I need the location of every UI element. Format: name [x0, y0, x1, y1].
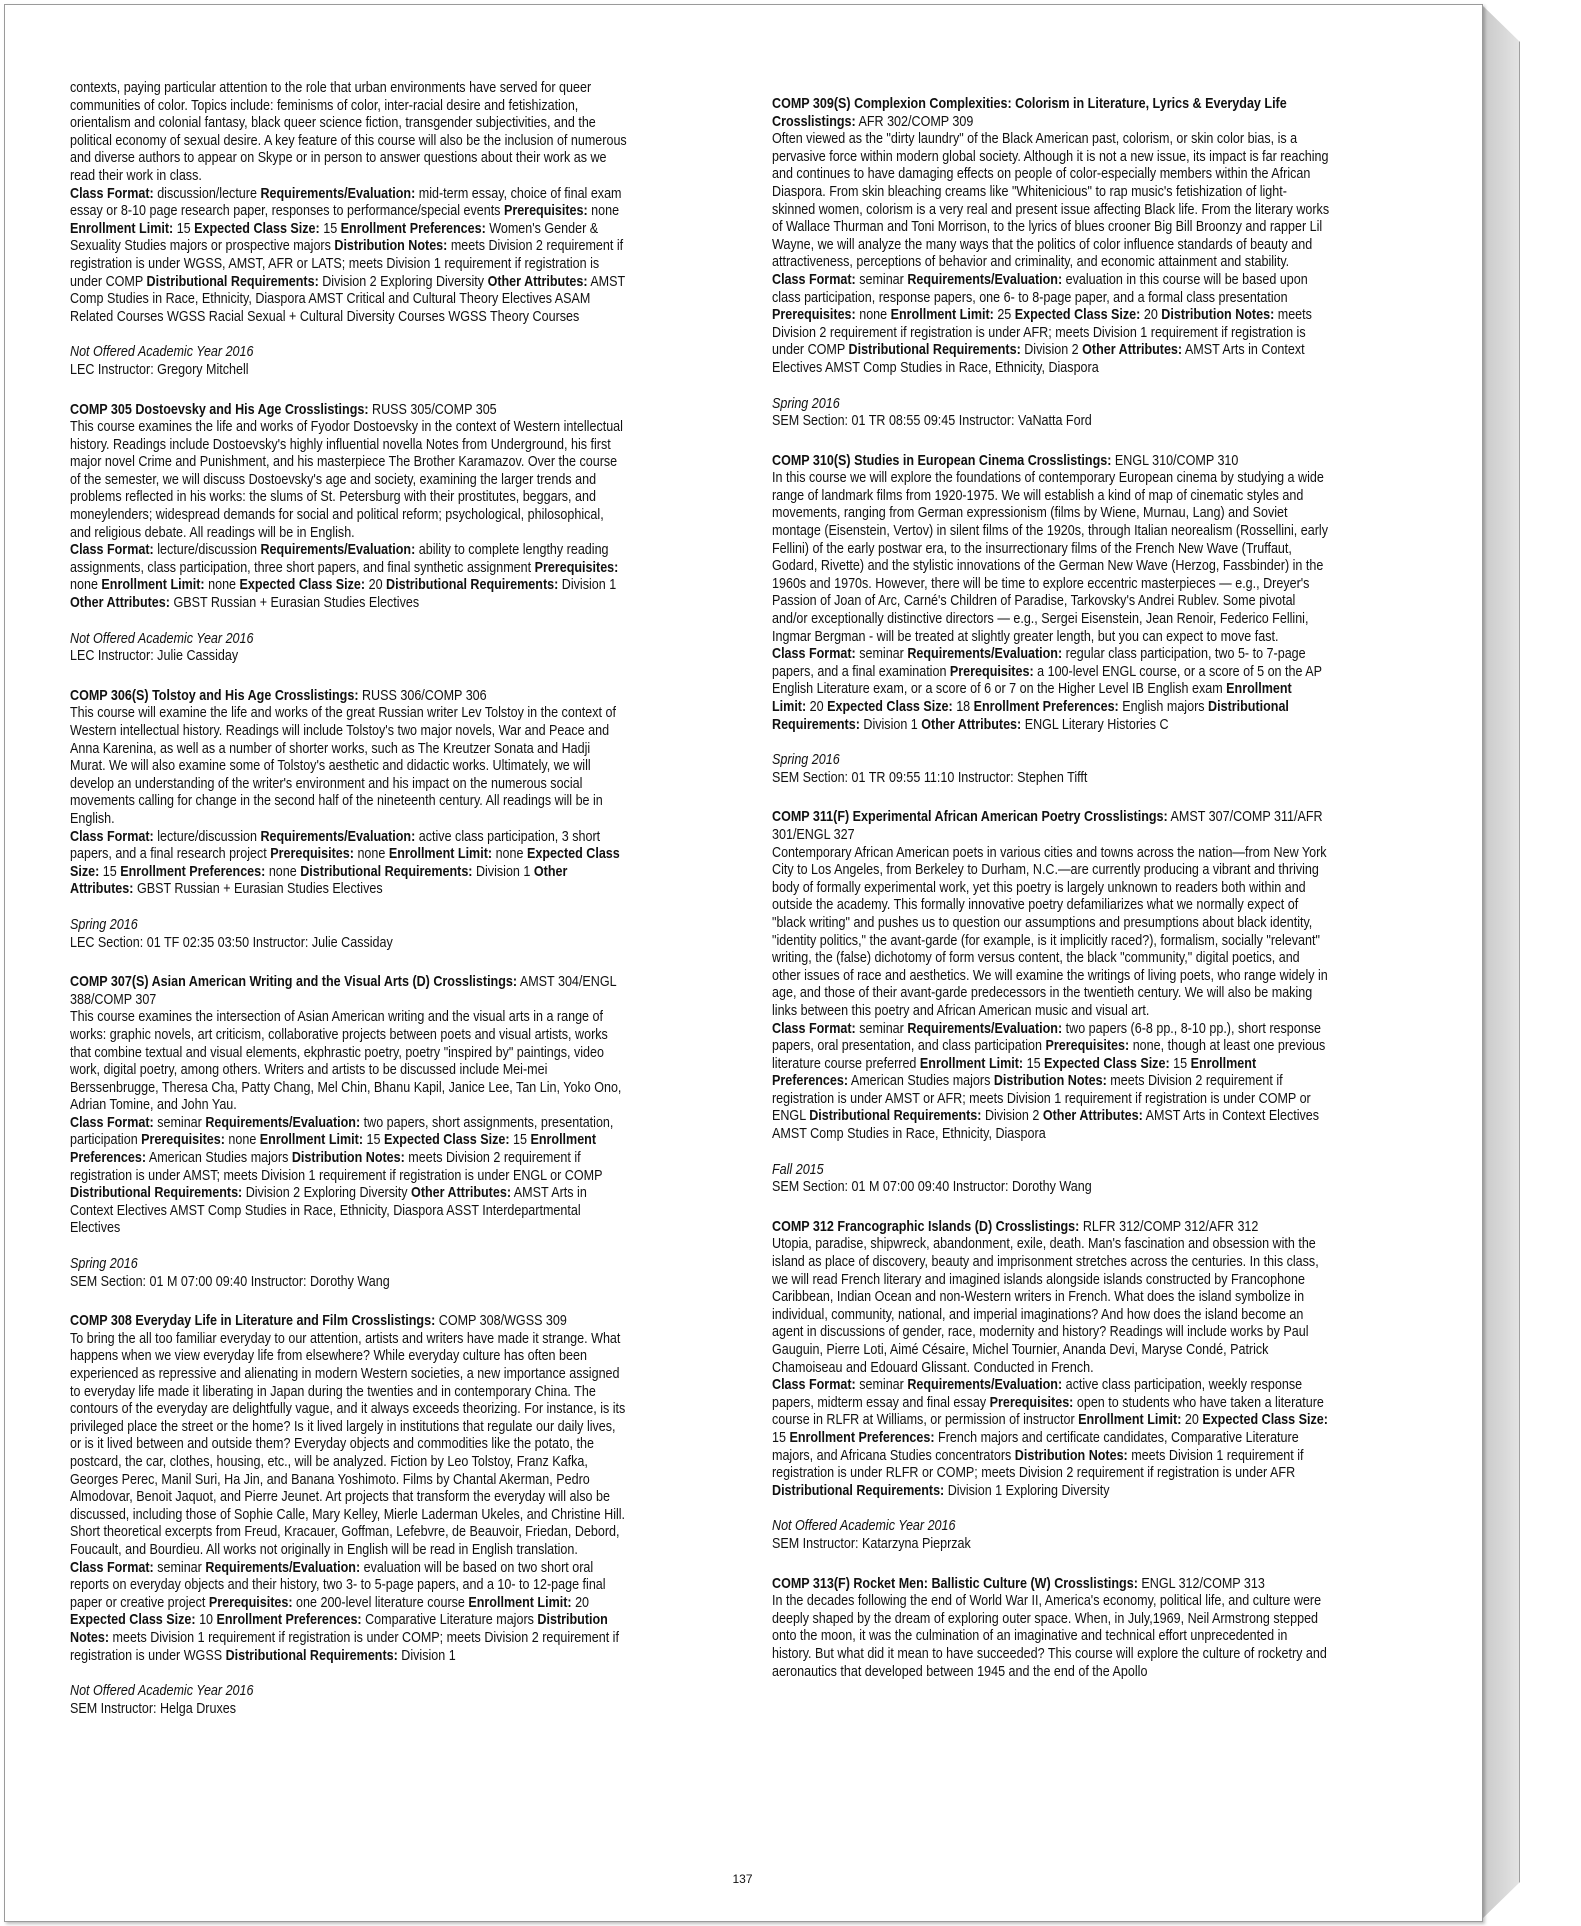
meta-label: Distributional Requirements:: [70, 1185, 243, 1202]
meta-value: meets Division 2 requirement if registration is under WGSS, AMST, AFR or LATS; meets Division 1 requirement if registration is under COMP: [70, 238, 624, 290]
meta-label: Other Attributes:: [1042, 1108, 1143, 1125]
course-description: contexts, paying particular attention to the role that urban environments have served for queer communities of color. Topics include: feminisms of color, inter-racial desire and fetishization, orientalism and colonial fantasy, black queer science fiction, transgender subjectivities, and the political economy of sexual desire. A key feature of this course will also be the inclusion of numerous and diverse authors to appear on Skype or in person to answer questions about their work as we read their work in class.: [70, 80, 627, 184]
meta-value: 15: [1173, 1055, 1188, 1072]
page-number: 137: [732, 1872, 753, 1886]
meta-label: Class Format:: [70, 828, 154, 845]
course-entry-intro: [70, 80, 627, 380]
course-description: In this course we will explore the foundations of contemporary European cinema by studying a wide range of landmark films from 1920-1975. We will establish a kind of map of cinematic styles and movements, ranging from German expressionism (films by Wiene, Murnau, Lang) and Soviet montage (Eisenstein, Vertov) in silent films of the 1920s, through Italian neorealism (Rossellini, early Fellini) of the early postwar era, to the insurrectionary films of the French New Wave (Truffaut, Godard, Rivette) and the stylistic innovations of the German New Wave (Herzog, Fassbinder) in the 1960s and 1970s. However, there will be time to explore eccentric masterpieces — e.g., Dreyer's Passion of Joan of Arc, Carné's Children of Paradise, Tarkovsky's Andrei Rublev. Some pivotal and/or exceptionally distinctive directors — e.g., Sergei Eisenstein, Jean Renoir, Federico Fellini, Ingmar Bergman - will be treated at slightly greater length, but you can expect to move fast.: [772, 470, 1328, 645]
course-meta: [772, 1377, 1329, 1500]
course-schedule: [70, 1256, 627, 1291]
meta-value: GBST Russian + Eurasian Studies Electives: [136, 881, 383, 898]
course-title: COMP 313(F) Rocket Men: Ballistic Culture (W): [772, 1575, 1051, 1592]
course-schedule: [772, 1162, 1329, 1197]
crosslistings-value: ENGL 310/COMP 310: [1114, 452, 1239, 469]
course-meta: [70, 829, 627, 899]
meta-value: Division 2: [1024, 342, 1079, 359]
meta-value: AMST Arts in Context Electives AMST Comp Studies in Race, Ethnicity, Diaspora: [772, 1108, 1320, 1143]
meta-value: none: [859, 307, 888, 324]
meta-value: GBST Russian + Eurasian Studies Electives: [173, 595, 420, 612]
right-course-list: [772, 96, 1329, 1681]
meta-value: meets Division 2 requirement if registration is under AMST; meets Division 1 requirement if registration is under ENGL or COMP: [70, 1150, 603, 1184]
meta-value: seminar: [859, 271, 904, 288]
left-course-list: [70, 402, 627, 1719]
meta-label: Requirements/Evaluation:: [907, 271, 1063, 288]
meta-label: Class Format:: [70, 1559, 154, 1576]
crosslistings-label: Crosslistings:: [274, 687, 359, 704]
meta-label: Distribution Notes:: [1014, 1447, 1128, 1464]
meta-value: ability to complete lengthy reading assignments, class participation, three short papers, and final synthetic assignment: [70, 542, 609, 576]
meta-label: Distributional Requirements:: [386, 577, 559, 594]
meta-value: AMST Arts in Context Electives AMST Comp Studies in Race, Ethnicity, Diaspora: [772, 342, 1305, 376]
meta-value: 15: [366, 1132, 381, 1149]
meta-value: Division 1: [475, 863, 531, 880]
course-entry: [70, 1313, 627, 1718]
meta-label: Prerequisites:: [503, 203, 588, 220]
meta-value: lecture/discussion: [157, 542, 257, 559]
meta-label: Other Attributes:: [921, 716, 1022, 733]
meta-label: Enrollment Limit:: [468, 1594, 572, 1611]
meta-value: discussion/lecture: [157, 185, 257, 202]
meta-label: Class Format:: [772, 646, 856, 663]
meta-value: English majors: [1122, 699, 1205, 715]
course-meta: [70, 1560, 627, 1666]
meta-label: Distribution Notes:: [1161, 307, 1275, 324]
meta-label: Other Attributes:: [70, 595, 170, 612]
meta-label: Enrollment Limit:: [70, 220, 174, 237]
meta-value: none: [268, 863, 297, 880]
crosslistings-label: Crosslistings:: [351, 1313, 436, 1330]
course-description: This course examines the intersection of Asian American writing and the visual arts in a range of works: graphic novels, art criticism, collaborative projects between poets and visual artists, works that combine textual and visual elements, ekphrastic poetry, poetry "inspired by" paintings, video work, digital poetry, among others. Writers and artists to be discussed include Mei-mei Berssenbrugge, Theresa Cha, Patty Chang, Mel Chin, Bhanu Kapil, Janice Lee, Tan Lin, Yoko Ono, Adrian Tomine, and John Yau.: [70, 1009, 622, 1114]
crosslistings-label: Crosslistings:: [1054, 1575, 1138, 1592]
crosslistings-label: Crosslistings:: [1027, 452, 1112, 469]
meta-value: two papers (6-8 pp., 8-10 pp.), short response papers, oral presentation, and class participation: [772, 1020, 1321, 1055]
meta-value: 10: [199, 1612, 214, 1629]
meta-value: none: [357, 846, 386, 863]
crosslistings-label: Crosslistings:: [1084, 809, 1168, 826]
course-title: COMP 310(S) Studies in European Cinema: [772, 452, 1025, 469]
course-meta: [772, 272, 1329, 378]
course-description: To bring the all too familiar everyday to our attention, artists and writers have made it strange. What happens when we view everyday life from elsewhere? While everyday culture has often been experienced as repressive and alienating in modern Western societies, a new importance assigned to everyday life made it liberating in Japan during the twenties and in contemporary China. The contours of the everyday are delightfully vague, and it always exceeds theorizing. For instance, is its privileged place the street or the home? Is it lived largely in institutions that regulate our daily lives, or is it lived between and outside them? Everyday objects and commodities like the potato, the postcard, the car, clothes, housing, etc., will be analyzed. Fiction by Leo Tolstoy, Franz Kafka, Georges Perec, Manil Suri, Ha Jin, and Banana Yoshimoto. Films by Chantal Akerman, Pedro Almodovar, Benoit Jaquot, and Pierre Jeunet. Art projects that transform the everyday will also be discussed, including those of Sophie Calle, Mary Kelley, Mierle Laderman Ukeles, and Christine Hill. Short theoretical excerpts from Freud, Kracauer, Goffman, Lefebvre, de Beauvoir, Friedan, Debord, Foucault, and Bourdieu. All works not originally in English will be read in English translation.: [70, 1330, 626, 1558]
course-term: Not Offered Academic Year 2016: [70, 630, 254, 647]
course-title: COMP 305 Dostoevsky and His Age: [70, 401, 282, 418]
meta-value: none: [495, 846, 524, 863]
meta-label: Prerequisites:: [989, 1394, 1074, 1411]
course-section: SEM Instructor: Helga Druxes: [70, 1700, 237, 1717]
course-heading: [70, 1313, 627, 1331]
meta-label: Distributional Requirements:: [772, 699, 1289, 733]
meta-value: seminar: [157, 1114, 202, 1131]
meta-value: seminar: [859, 1020, 904, 1037]
meta-label: Expected Class Size:: [1014, 307, 1141, 324]
meta-label: Other Attributes:: [1082, 342, 1183, 359]
course-entry: [772, 1219, 1329, 1554]
page-curl-edge: [1481, 4, 1520, 1920]
meta-label: Class Format:: [70, 542, 154, 559]
meta-value: 25: [997, 307, 1012, 324]
course-term: Spring 2016: [772, 752, 840, 769]
meta-label: Distributional Requirements:: [300, 863, 473, 880]
course-section: SEM Instructor: Katarzyna Pieprzak: [772, 1535, 971, 1552]
meta-label: Class Format:: [772, 271, 856, 288]
meta-label: Requirements/Evaluation:: [205, 1559, 361, 1576]
meta-value: none, though at least one previous literature course preferred: [772, 1038, 1326, 1072]
course-schedule: [70, 917, 627, 952]
meta-value: ENGL Literary Histories C: [1024, 716, 1169, 733]
meta-value: none: [208, 577, 237, 594]
course-description: This course examines the life and works of Fyodor Dostoevsky in the context of Western intellectual history. Readings include Dostoevsky's highly influential novella Notes from Underground, his first major novel Crime and Punishment, and his masterpiece The Brother Karamazov. Over the course of the semester, we will discuss Dostoevsky's age and society, examining the larger trends and problems reflected in his works: the slums of St. Petersburg with their prostitutes, beggars, and moneylenders; widespread demands for social and political reform; psychological, philosophical, and religious debate. All readings will be in English.: [70, 419, 623, 541]
meta-label: Prerequisites:: [772, 307, 856, 324]
course-heading: [70, 402, 627, 420]
meta-label: Distributional Requirements:: [146, 273, 319, 290]
meta-label: Distribution Notes:: [993, 1073, 1107, 1090]
course-entry: [772, 96, 1329, 431]
meta-value: none: [70, 577, 98, 594]
meta-value: lecture/discussion: [157, 828, 257, 845]
meta-value: American Studies majors: [850, 1073, 991, 1090]
course-meta: [70, 186, 627, 327]
course-term: Spring 2016: [70, 1256, 138, 1273]
meta-label: Prerequisites:: [1045, 1038, 1130, 1055]
meta-label: Prerequisites:: [534, 559, 619, 576]
crosslistings-value: AMST 304/ENGL 388/COMP 307: [70, 974, 617, 1008]
meta-label: Enrollment Preferences:: [340, 220, 486, 237]
meta-label: Requirements/Evaluation:: [907, 646, 1063, 663]
meta-label: Expected Class Size:: [239, 577, 366, 594]
meta-value: none: [591, 203, 620, 220]
meta-label: Enrollment Limit:: [101, 577, 205, 594]
course-heading: [772, 1219, 1329, 1237]
meta-value: 15: [513, 1132, 527, 1149]
meta-label: Requirements/Evaluation:: [260, 542, 416, 559]
meta-label: Enrollment Preferences:: [216, 1612, 362, 1629]
course-entry: [70, 974, 627, 1291]
course-schedule: [70, 631, 627, 666]
course-heading: [772, 453, 1329, 471]
meta-value: evaluation will be based on two short oral reports on everyday objects and their history, two 3- to 5-page papers, and a 10- to 12-page final paper or creative project: [70, 1559, 606, 1611]
meta-value: American Studies majors: [148, 1150, 289, 1167]
meta-label: Expected Class Size:: [194, 220, 320, 237]
course-schedule: [772, 1518, 1329, 1553]
meta-label: Expected Class Size:: [1202, 1412, 1328, 1429]
meta-value: 20: [809, 699, 824, 715]
course-title: COMP 308 Everyday Life in Literature and Film: [70, 1313, 349, 1330]
meta-value: 20: [1143, 307, 1158, 324]
course-term: Fall 2015: [772, 1161, 824, 1178]
course-schedule: [70, 1683, 627, 1718]
meta-value: 15: [176, 220, 191, 237]
meta-value: 20: [575, 1594, 590, 1611]
course-term: Spring 2016: [70, 916, 138, 933]
meta-label: Expected Class Size:: [1044, 1055, 1170, 1072]
meta-label: Class Format:: [772, 1377, 856, 1394]
course-title: COMP 306(S) Tolstoy and His Age: [70, 687, 272, 704]
course-entry: [70, 402, 627, 666]
course-description: Contemporary African American poets in various cities and towns across the nation—from New York City to Los Angeles, from Berkeley to Durham, N.C.—are currently producing a vibrant and thriving body of formally experimental work, yet this poetry is largely unknown to readers both within and outside the academy. This formally innovative poetry defamiliarizes what we normally expect of "black writing" and pushes us to question our assumptions and presumptions about black identity, "identity politics," the avant-garde (for example, is it implicitly raced?), formalism, socially "relevant" writing, the (false) dichotomy of form versus content, the black "community," digital poetics, and other issues of race and aesthetics. We will examine the writings of living poets, who range widely in age, and those of their avant-garde predecessors in the twentieth century. We will also be making links between this poetry and African American music and visual art.: [772, 844, 1328, 1019]
course-section: LEC Instructor: Julie Cassiday: [70, 648, 239, 665]
meta-label: Prerequisites:: [208, 1594, 293, 1611]
meta-value: Women's Gender & Sexuality Studies majors or prospective majors: [70, 220, 599, 255]
course-schedule: [772, 396, 1329, 431]
meta-label: Distributional Requirements:: [225, 1647, 398, 1664]
meta-value: meets Division 2 requirement if registration is under AFR; meets Division 1 requirement if registration is under COMP: [772, 307, 1312, 359]
meta-value: Division 1: [863, 716, 918, 733]
meta-value: two papers, short assignments, presentation, participation: [70, 1114, 614, 1149]
crosslistings-label: Crosslistings:: [772, 113, 856, 130]
course-section: SEM Section: 01 M 07:00 09:40 Instructor: Dorothy Wang: [772, 1179, 1092, 1196]
course-section: LEC Section: 01 TF 02:35 03:50 Instructor: Julie Cassiday: [70, 934, 393, 951]
meta-value: 18: [956, 699, 971, 715]
course-heading: [70, 688, 627, 706]
meta-label: Requirements/Evaluation:: [907, 1377, 1063, 1394]
course-section: SEM Section: 01 TR 08:55 09:45 Instructor: VaNatta Ford: [772, 413, 1092, 430]
meta-label: Enrollment Limit:: [772, 681, 1292, 715]
course-heading: [772, 809, 1329, 844]
meta-value: mid-term essay, choice of final exam essay or 8-10 page research paper, responses to performance/special events: [70, 185, 622, 220]
course-schedule: [70, 344, 627, 379]
meta-label: Enrollment Limit:: [919, 1055, 1024, 1072]
course-description: This course will examine the life and works of the great Russian writer Lev Tolstoy in the context of Western intellectual history. Readings will include Tolstoy's two major novels, War and Peace and Anna Karenina, as well as a number of shorter works, such as The Kreutzer Sonata and Hadji Murat. We will also examine some of Tolstoy's aesthetic and didactic works. Ultimately, we will develop an understanding of the writer's environment and his impact on the numerous social movements calling for change in the second half of the nineteenth century. All readings will be in English.: [70, 705, 616, 827]
meta-label: Enrollment Preferences:: [973, 699, 1119, 715]
course-term: Not Offered Academic Year 2016: [70, 1683, 254, 1700]
meta-value: one 200-level literature course: [296, 1594, 465, 1611]
course-heading: [772, 96, 1329, 131]
meta-label: Expected Class Size:: [70, 1612, 196, 1629]
course-entry: [772, 809, 1329, 1196]
meta-value: 15: [323, 220, 338, 237]
meta-label: Enrollment Limit:: [259, 1132, 364, 1149]
meta-value: Division 1 Exploring Diversity: [947, 1482, 1110, 1499]
meta-value: Division 2: [984, 1108, 1040, 1125]
course-section: LEC Instructor: Gregory Mitchell: [70, 361, 249, 378]
course-title: COMP 307(S) Asian American Writing and the Visual Arts (D): [70, 974, 430, 991]
crosslistings-value: AMST 307/COMP 311/AFR 301/ENGL 327: [772, 809, 1323, 843]
crosslistings-value: AFR 302/COMP 309: [858, 113, 974, 130]
meta-value: meets Division 1 requirement if registration is under COMP; meets Division 2 requirement if registration is under WGSS: [70, 1629, 619, 1664]
meta-value: seminar: [859, 646, 904, 663]
meta-label: Enrollment Preferences:: [70, 1132, 597, 1167]
meta-label: Other Attributes:: [70, 863, 568, 898]
meta-value: 15: [772, 1429, 786, 1446]
course-schedule: [772, 752, 1329, 787]
meta-label: Expected Class Size:: [827, 699, 953, 715]
course-entry: [70, 688, 627, 952]
course-description: Utopia, paradise, shipwreck, abandonment, exile, death. Man's fascination and obsession with the island as place of discovery, beauty and imprisonment stretches across the centuries. In this class, we will read French literary and imagined islands alongside islands constructed by Francophone Caribbean, Indian Ocean and non-Western writers in French. What does the island symbolize in individual, community, national, and imperial imaginations? And how does the island become an agent in discussions of gender, race, modernity and history? Readings will include works by Paul Gauguin, Pierre Loti, Aimé Césaire, Michel Tournier, Ananda Devi, Maryse Condé, Patrick Chamoiseau and Edouard Glissant. Conducted in French.: [772, 1236, 1319, 1376]
meta-value: Division 1: [401, 1647, 456, 1664]
meta-label: Prerequisites:: [949, 663, 1034, 680]
meta-label: Distributional Requirements:: [848, 342, 1021, 359]
meta-label: Class Format:: [70, 1114, 154, 1131]
course-meta: [70, 542, 627, 612]
meta-value: none: [228, 1132, 257, 1149]
course-heading: [772, 1576, 1329, 1594]
meta-value: AMST Comp Studies in Race, Ethnicity, Diaspora AMST Critical and Cultural Theory Electives ASAM Related Courses WGSS Racial Sexual + Cultural Diversity Courses WGSS Theory Courses: [70, 273, 625, 325]
meta-label: Requirements/Evaluation:: [205, 1114, 361, 1131]
meta-value: regular class participation, two 5- to 7-page papers, and a final examination: [772, 646, 1306, 680]
crosslistings-label: Crosslistings:: [995, 1218, 1080, 1235]
meta-value: Division 1: [561, 577, 617, 594]
crosslistings-value: RLFR 312/COMP 312/AFR 312: [1082, 1218, 1259, 1235]
meta-value: seminar: [157, 1559, 202, 1576]
meta-label: Enrollment Preferences:: [789, 1429, 935, 1446]
crosslistings-value: RUSS 306/COMP 306: [361, 687, 487, 704]
meta-label: Distribution Notes:: [70, 1612, 608, 1646]
course-term: Not Offered Academic Year 2016: [772, 1518, 956, 1535]
right-column: [772, 96, 1329, 1703]
meta-label: Expected Class Size:: [70, 846, 620, 880]
meta-value: 15: [1026, 1055, 1041, 1072]
course-description: Often viewed as the "dirty laundry" of the Black American past, colorism, or skin color bias, is a pervasive force within modern global society. Although it is not a new issue, its impact is far reaching and continues to have damaging effects on people of color-especially members within the African Diaspora. From skin bleaching creams like "Whitenicious" to rap music's fetishization of light-skinned women, colorism is a very real and present issue affecting Black life. From the literary works of Wallace Thurman and Toni Morrison, to the lyrics of blues crooner Big Bill Broonzy and rapper Lil Wayne, we will analyze the many ways that the politics of color influence standards of beauty and attractiveness, perceptions of behavior and criminality, and economic attainment and stability.: [772, 131, 1330, 271]
left-column: [70, 80, 627, 1740]
meta-value: a 100-level ENGL course, or a score of 5 on the AP English Literature exam, or a score of 6 or 7 on the Higher Level IB English exam: [772, 663, 1322, 698]
meta-value: Division 2 Exploring Diversity: [245, 1185, 408, 1202]
meta-label: Enrollment Preferences:: [772, 1055, 1257, 1090]
crosslistings-label: Crosslistings:: [433, 974, 518, 991]
meta-label: Class Format:: [70, 185, 154, 202]
meta-value: meets Division 1 requirement if registration is under RLFR or COMP; meets Division 2 requirement if registration is under AFR: [772, 1447, 1304, 1482]
meta-value: 20: [1184, 1412, 1199, 1429]
course-title: COMP 309(S) Complexion Complexities: Colorism in Literature, Lyrics & Everyday Life: [772, 96, 1287, 112]
course-entry: [772, 1576, 1329, 1682]
meta-label: Enrollment Limit:: [890, 307, 994, 324]
crosslistings-value: ENGL 312/COMP 313: [1141, 1575, 1265, 1592]
meta-value: 20: [368, 577, 383, 594]
meta-value: AMST Arts in Context Electives AMST Comp Studies in Race, Ethnicity, Diaspora ASST Interdepartmental Electives: [70, 1185, 587, 1237]
course-section: SEM Section: 01 TR 09:55 11:10 Instructor: Stephen Tifft: [772, 769, 1088, 786]
meta-label: Other Attributes:: [411, 1185, 512, 1202]
meta-value: active class participation, weekly response papers, midterm essay and final essay: [772, 1377, 1303, 1411]
meta-value: seminar: [859, 1377, 904, 1394]
meta-label: Distribution Notes:: [291, 1150, 405, 1167]
meta-label: Enrollment Preferences:: [120, 863, 266, 880]
course-description: In the decades following the end of World War II, America's economy, political life, and culture were deeply shaped by the dream of exploring outer space. When, in July,1969, Neil Armstrong stepped onto the moon, it was the culmination of an imaginative and technical effort unprecedented in history. But what did it mean to have succeeded? This course will explore the culture of rocketry and aeronautics that developed between 1945 and the end of the Apollo: [772, 1593, 1327, 1680]
meta-label: Prerequisites:: [270, 846, 354, 863]
meta-value: Comparative Literature majors: [365, 1612, 534, 1629]
meta-value: Division 2 Exploring Diversity: [322, 273, 485, 290]
meta-label: Distribution Notes:: [334, 238, 448, 255]
crosslistings-label: Crosslistings:: [284, 401, 369, 418]
course-term: Spring 2016: [772, 395, 840, 412]
meta-value: active class participation, 3 short papers, and a final research project: [70, 828, 601, 863]
course-title: COMP 312 Francographic Islands (D): [772, 1218, 993, 1235]
meta-label: Requirements/Evaluation:: [260, 185, 416, 202]
meta-label: Enrollment Limit:: [1078, 1412, 1182, 1429]
meta-label: Requirements/Evaluation:: [907, 1020, 1063, 1037]
meta-label: Expected Class Size:: [383, 1132, 510, 1149]
meta-value: evaluation in this course will be based upon class participation, response papers, one 6- to 8-page paper, and a formal class presentation: [772, 271, 1308, 306]
meta-label: Class Format:: [772, 1020, 856, 1037]
meta-label: Distributional Requirements:: [809, 1108, 982, 1125]
meta-label: Distributional Requirements:: [772, 1482, 945, 1499]
course-entry: [772, 453, 1329, 788]
meta-value: open to students who have taken a literature course in RLFR at Williams, or permission of instructor: [772, 1394, 1324, 1429]
meta-label: Other Attributes:: [487, 273, 588, 290]
meta-value: 15: [102, 863, 117, 880]
course-term: Not Offered Academic Year 2016: [70, 344, 254, 361]
meta-label: Prerequisites:: [141, 1132, 225, 1149]
course-meta: [772, 1021, 1329, 1144]
course-heading: [70, 974, 627, 1009]
crosslistings-value: RUSS 305/COMP 305: [372, 401, 497, 418]
crosslistings-value: COMP 308/WGSS 309: [438, 1313, 567, 1330]
course-section: SEM Section: 01 M 07:00 09:40 Instructor: Dorothy Wang: [70, 1273, 390, 1290]
meta-value: meets Division 2 requirement if registration is under AMST or AFR; meets Division 1 requirement if registration is under COMP or ENGL: [772, 1073, 1311, 1125]
meta-value: French majors and certificate candidates, Comparative Literature majors, and Africana Studies concentrators: [772, 1429, 1299, 1464]
course-meta: [772, 646, 1329, 734]
course-meta: [70, 1115, 627, 1238]
course-title: COMP 311(F) Experimental African American Poetry: [772, 809, 1081, 826]
meta-label: Requirements/Evaluation:: [260, 828, 416, 845]
meta-label: Enrollment Limit:: [388, 846, 493, 863]
